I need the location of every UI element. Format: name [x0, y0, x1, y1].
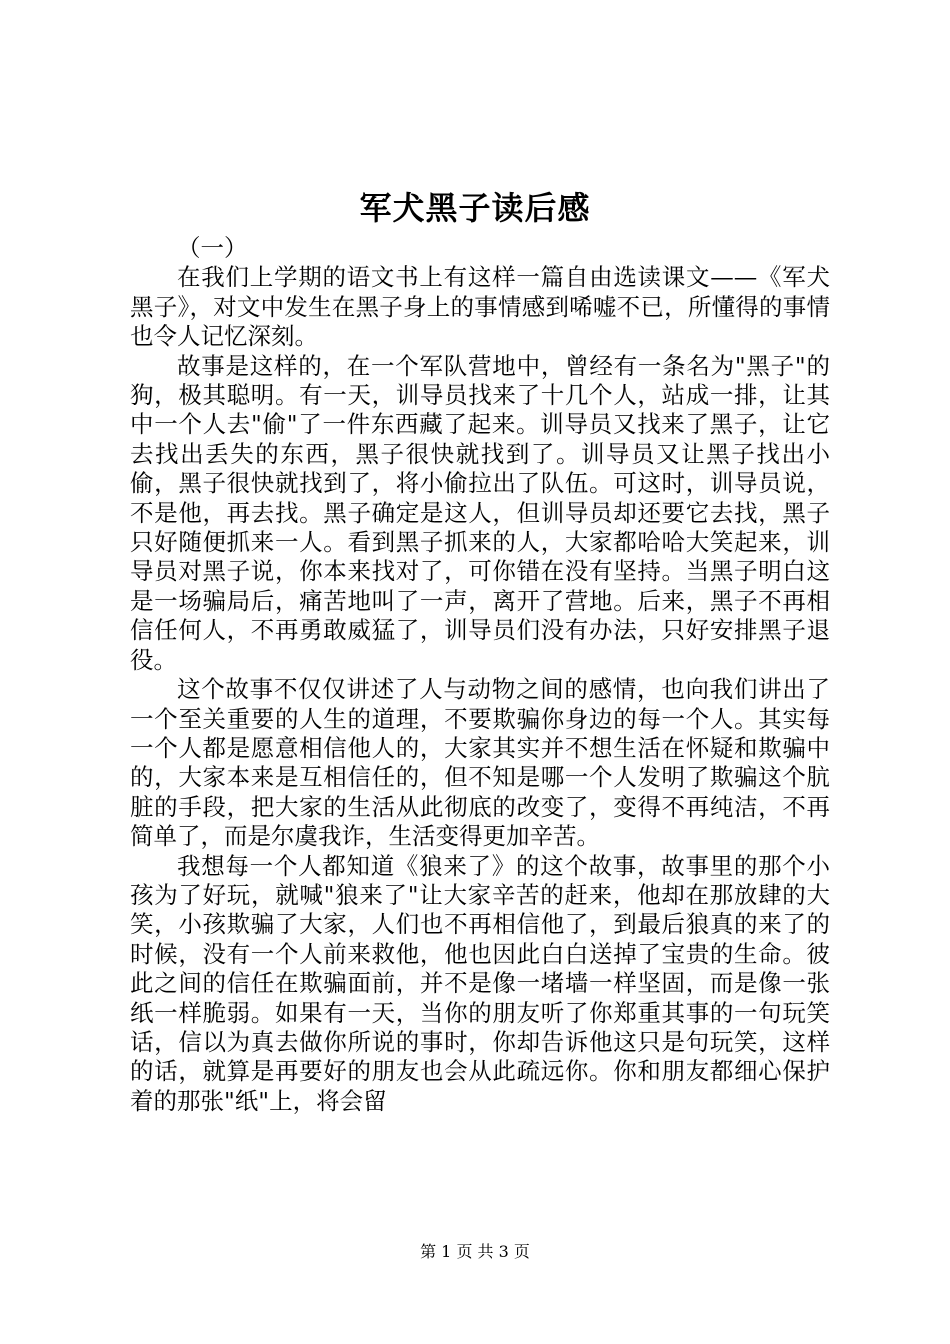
- page-number-footer: 第 1 页 共 3 页: [420, 1242, 530, 1261]
- paragraph-4: 我想每一个人都知道《狼来了》的这个故事，故事里的那个小孩为了好玩，就喊"狼来了"让大家辛苦的赶来，他却在那放肆的大笑，小孩欺骗了大家，人们也不再相信他了，到最后狼真的来了的时候，没有一个人前来救他，他也因此白白送掉了宝贵的生命。彼此之间的信任在欺骗面前，并不是像一堵墙一样坚固，而是像一张纸一样脆弱。如果有一天，当你的朋友听了你郑重其事的一句玩笑话，信以为真去做你所说的事时，你却告诉他这只是句玩笑，这样的话，就算是再要好的朋友也会从此疏远你。你和朋友都细心保护着的那张"纸"上，将会留: [130, 851, 830, 1115]
- paragraph-2: 故事是这样的，在一个军队营地中，曾经有一条名为"黑子"的狗，极其聪明。有一天，训导员找来了十几个人，站成一排，让其中一个人去"偷"了一件东西藏了起来。训导员又找来了黑子，让它去找出丢失的东西，黑子很快就找到了。训导员又让黑子找出小偷，黑子很快就找到了，将小偷拉出了队伍。可这时，训导员说，不是他，再去找。黑子确定是这人，但训导员却还要它去找，黑子只好随便抓来一人。看到黑子抓来的人，大家都哈哈大笑起来，训导员对黑子说，你本来找对了，可你错在没有坚持。当黑子明白这是一场骗局后，痛苦地叫了一声，离开了营地。后来，黑子不再相信任何人，不再勇敢威猛了，训导员们没有办法，只好安排黑子退役。: [130, 351, 830, 674]
- document-body: [130, 234, 830, 1116]
- paragraph-3: 这个故事不仅仅讲述了人与动物之间的感情，也向我们讲出了一个至关重要的人生的道理，不要欺骗你身边的每一个人。其实每一个人都是愿意相信他人的，大家其实并不想生活在怀疑和欺骗中的，大家本来是互相信任的，但不知是哪一个人发明了欺骗这个肮脏的手段，把大家的生活从此彻底的改变了，变得不再纯洁，不再简单了，而是尔虞我诈，生活变得更加辛苦。: [130, 675, 830, 851]
- paragraph-1: 在我们上学期的语文书上有这样一篇自由选读课文——《军犬黑子》，对文中发生在黑子身上的事情感到唏嘘不已，所懂得的事情也令人记忆深刻。: [130, 263, 830, 351]
- document-title: 军犬黑子读后感: [359, 189, 591, 227]
- section-marker: （一）: [177, 234, 248, 262]
